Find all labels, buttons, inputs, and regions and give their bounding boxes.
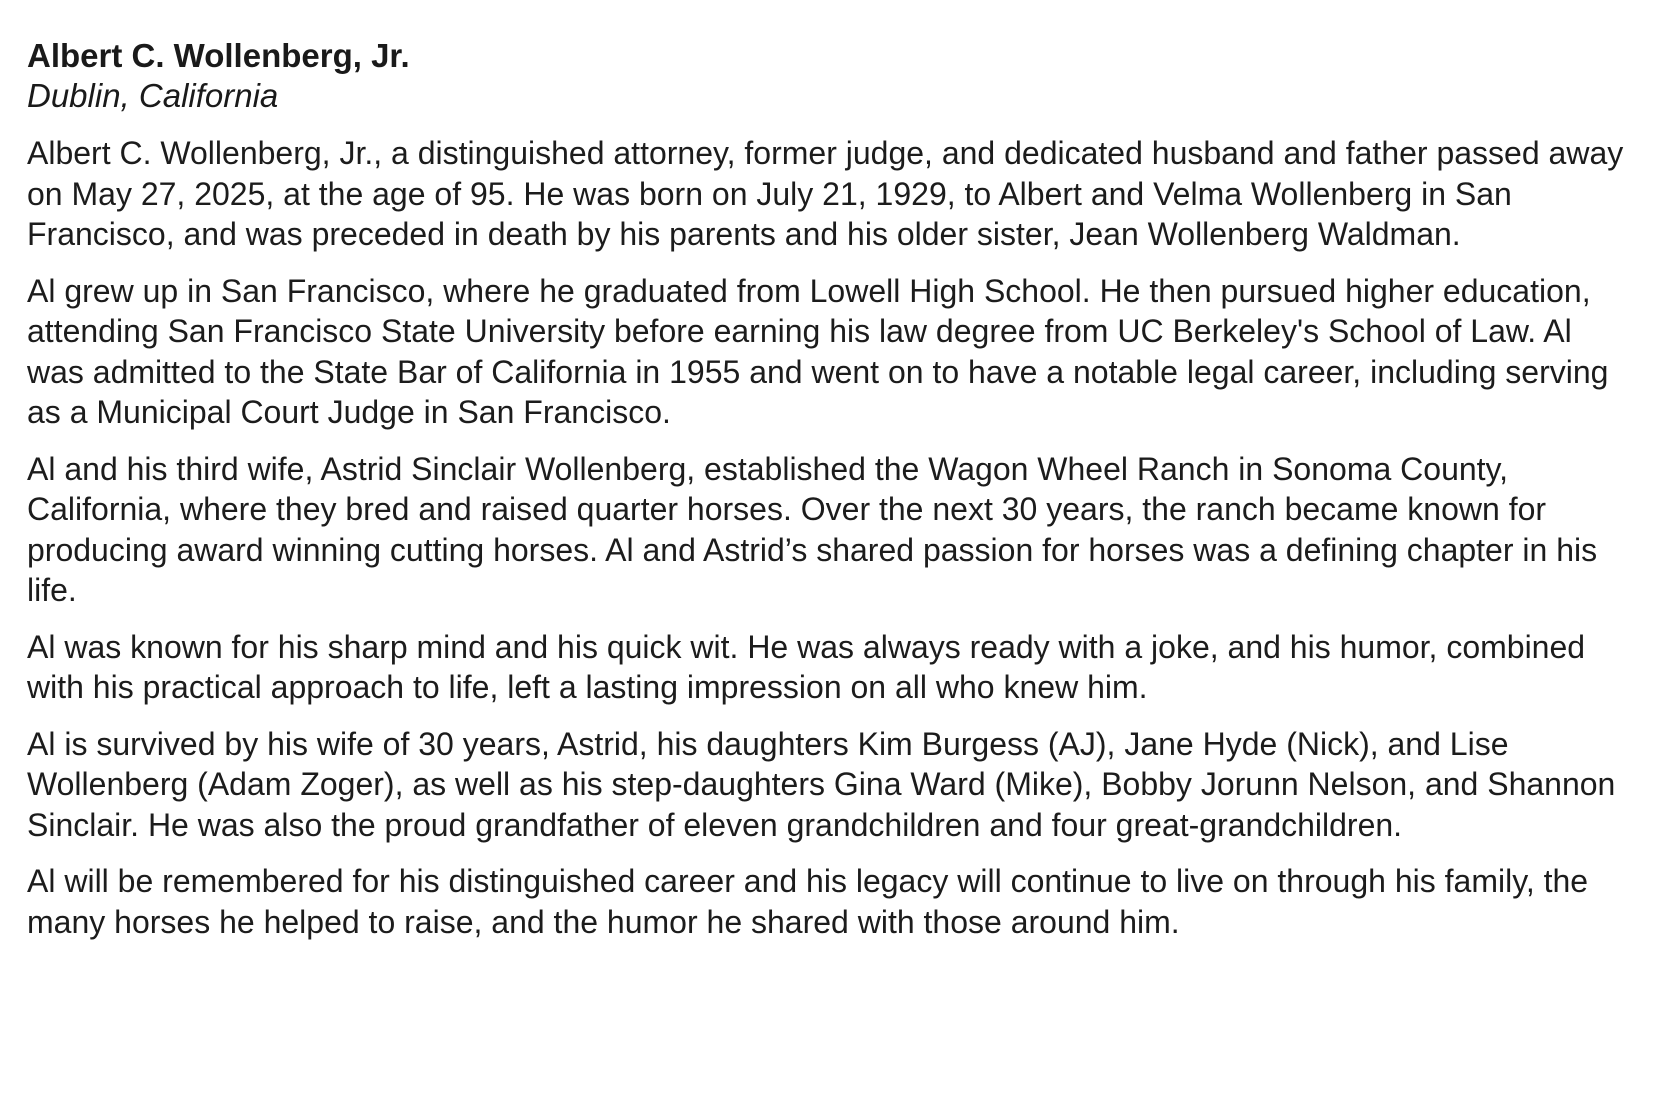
obituary-paragraph-education: Al grew up in San Francisco, where he graduated from Lowell High School. He then pursued higher education, attending San Francisco State University before earning his law degree from UC Berkeley's School of Law. Al was admitted to the State Bar of California in 1955 and went on to have a notable legal career, including serving as a Municipal Court Judge in San Francisco. <box>27 272 1609 430</box>
obituary-paragraph-character: Al was known for his sharp mind and his quick wit. He was always ready with a joke, and his humor, combined with his practical approach to life, left a lasting impression on all who knew him. <box>27 628 1586 705</box>
obituary-paragraph-legacy: Al will be remembered for his distinguished career and his legacy will continue to live on through his family, the many horses he helped to raise, and the humor he shared with those around him. <box>27 863 1589 940</box>
obituary-location: Dublin, California <box>27 77 279 114</box>
obituary-paragraph-survivors: Al is survived by his wife of 30 years, Astrid, his daughters Kim Burgess (AJ), Jane Hyde (Nick), and Lise Wollenberg (Adam Zoger), as well as his step-daughters Gina Ward (Mike), Bobby Jorunn Nelson, and Shannon Sinclair. He was also the proud grandfather of eleven grandchildren and four great-grandchildren. <box>27 725 1616 843</box>
obituary-paragraph-ranch: Al and his third wife, Astrid Sinclair Wollenberg, established the Wagon Wheel Ranch in Sonoma County, California, where they bred and raised quarter horses. Over the next 30 years, the ranch became known for producing award winning cutting horses. Al and Astrid’s shared passion for horses was a defining chapter in his life. <box>27 450 1598 608</box>
obituary-paragraph-intro: Albert C. Wollenberg, Jr., a distinguished attorney, former judge, and dedicated husband and father passed away on May 27, 2025, at the age of 95. He was born on July 21, 1929, to Albert and Velma Wollenberg in San Francisco, and was preceded in death by his parents and his older sister, Jean Wollenberg Waldman. <box>27 135 1624 252</box>
obituary-article <box>27 36 1637 958</box>
obituary-name: Albert C. Wollenberg, Jr. <box>27 37 410 74</box>
